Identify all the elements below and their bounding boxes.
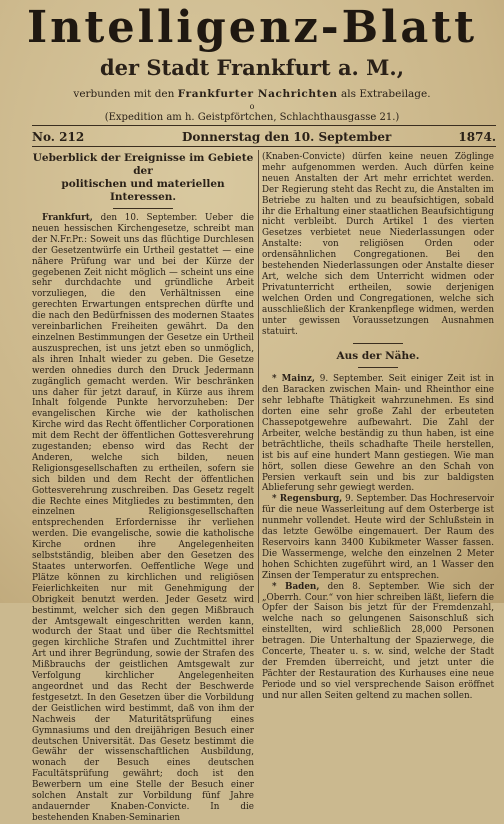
masthead-title: Intelligenz-Blatt bbox=[27, 2, 477, 53]
masthead-ornament: o bbox=[249, 102, 255, 111]
article-regensburg bbox=[262, 494, 494, 581]
subline-name: Frankfurter Nachrichten bbox=[177, 88, 338, 100]
subline-pre: verbunden mit den bbox=[73, 88, 175, 100]
overview-heading bbox=[32, 152, 254, 204]
article-baden bbox=[262, 582, 494, 702]
article-mainz bbox=[262, 374, 494, 494]
article-baden-text: den 8. September. Wie sich der „Oberrh. Cour.“ von hier schreiben läßt, liefern die Opfer der Saison bis jetzt für der Fremdenzahl, welche nach so gelungenen Saisonschluß sich einstellten, wird schließlich 28,000 Personen betragen. Die Unterhaltung der Spazierwege, die Concerte, Theater u. s. w. sind, welche der Stadt der Fremden überreicht, und jetzt unter die Pächter der Restauration des Kurhauses eine neue Periode und so viel versprechende Saison eröffnet und nur allen Seiten geltend zu machen sollen. bbox=[262, 581, 494, 701]
issue-date: Donnerstag den 10. September bbox=[182, 130, 392, 144]
subline-post: als Extrabeilage. bbox=[340, 88, 431, 100]
column-divider bbox=[258, 150, 259, 603]
dateline-frankfurt: Frankfurt, bbox=[42, 213, 93, 223]
issue-line bbox=[32, 130, 496, 144]
overview-heading-line-2: politischen und materiellen Interessen. bbox=[61, 178, 225, 203]
section-heading-nahe: Aus der Nähe. bbox=[336, 350, 420, 363]
masthead-expedition: (Expedition am h. Geistpförtchen, Schlachthausgasse 21.) bbox=[104, 112, 400, 123]
overview-heading-rule bbox=[113, 208, 173, 209]
issue-year: 1874. bbox=[458, 130, 496, 144]
dateline-baden: * Baden, bbox=[272, 581, 320, 592]
overview-heading-line-1: Ueberblick der Ereignisse im Gebiete der bbox=[32, 152, 254, 177]
right-column bbox=[262, 152, 494, 702]
masthead-subtitle: der Stadt Frankfurt a. M., bbox=[99, 55, 405, 80]
masthead-rule-top bbox=[32, 125, 496, 126]
left-column bbox=[32, 152, 254, 824]
article-frankfurt bbox=[32, 213, 254, 824]
masthead-rule-bottom bbox=[32, 146, 496, 147]
continued-article-text: (Knaben-Convicte) dürfen keine neuen Zöglinge mehr aufgenommen werden. Auch dürfen keine neuen Anstalten der Art mehr errichtet werden. Der Regierung steht das Recht zu, die Anstalten im Betriebe zu halten und zu beaufsichtigen, sobald ihr die Erhaltung einer staatlichen Beaufsichtigung nicht verbleibt. Durch Artikel 1 des vierten Gesetzes verbietet neue Niederlassungen oder Anstalte: von religiösen Orden oder ordensähnlichen Congregationen. Bei den bestehenden Niederlassungen oder Anstalte dieser Art, welche sich dem Unterricht widmen oder Privatunterricht ertheilen, sowie derjenigen welchen Orden und Congregationen, welche sich ausschließlich der Krankenpflege widmen, werden unter gewissen Voraussetzungen Ausnahmen statuirt. bbox=[262, 152, 494, 337]
dateline-regensburg: * Regensburg, bbox=[272, 494, 343, 505]
section-rule-1 bbox=[353, 343, 403, 344]
article-regensburg-text: 9. September. Das Hochreservoir für die neue Wasserleitung auf dem Osterberge ist nunmehr vollendet. Heute wird der Schlußstein in das letzte Gewölbe eingemauert. Der Raum des Reservoirs kann 3400 Kubikmeter Wasser fassen. Die Wassermenge, welche den einzelnen 2 Meter hohen Schichten zugeführt wird, an 1 Wasser den Zinsen der Temperatur zu entsprechen. bbox=[262, 494, 494, 581]
dateline-mainz: * Mainz, bbox=[272, 374, 315, 385]
article-frankfurt-text: den 10. September. Ueber die neuen hessischen Kirchengesetze, schreibt man der N.Fr.Pr.: Soweit uns das flüchtige Durchlesen der Gesetzentwürfe ein Urtheil gestattet — eine nähere Prüfung war und bei der Kürze der gegebenen Zeit nicht möglich — scheint uns eine sehr durchdachte und gründliche Arbeit vorzuliegen, die den Verhältnissen eine gerechten Erwartungen entsprechen dürfte und die nach den Bedürfnissen des modernen Staates vereinbarlichen Freiheiten gewährt. Da den einzelnen Bestimmungen der Gesetze ein Urtheil auszusprechen, ist uns jetzt eben so unmöglich, als ihren Inhalt wieder zu geben. Die Gesetze werden ohnedies durch den Druck Jedermann zugänglich gemacht werden. Wir beschränken uns daher für jetzt darauf, in Kürze aus ihrem Inhalt folgende Punkte hervorzuheben: Der evangelischen Kirche wie der katholischen Kirche wird das Recht öffentlicher Corporationen mit dem Recht der öffentlichen Gottesverehrung zugestanden; ebenso wird das Recht der Anderen, welche sich bilden, neuen Religionsgesellschaften zu ertheilen, sofern sie sich bilden und dem Recht der öffentlichen Gottesverehrung zuschreiben. Das Gesetz regelt die Rechte eines Mitgliedes zu bestimmten, den einzelnen Religionsgesellschaften entsprechenden Erfordernisse ihr verliehen werden. Die evangelische, sowie die katholische Kirche ordnen ihre Angelegenheiten selbstständig, bleiben aber den Gesetzen des Staates unterworfen. Oeffentliche Wege und Plätze können zu kirchlichen und religiösen Feierlichkeiten nur mit Genehmigung der Obrigkeit benutzt werden. Jeder Gesetz wird bestimmt, welcher sich den gegen Mißbrauch der Amtsgewalt eingeschritten werden kann, wodurch der Staat und über die Rechtsmittel gegen kirchliche Strafen und Zuchtmittel ihrer Art und ihrer Begründung, sowie der Strafen des Mißbrauchs der geistlichen Amtsgewalt zur Verfolgung kirchlicher Angelegenheiten angeordnet und das Recht der Beschwerde festgesetzt. In den Gesetzen über die Vorbildung der Geistlichen wird bestimmt, daß von ihm der Nachweis der Maturitätsprüfung eines Gymnasiums und den dreijährigen Besuch einer deutschen Universität. Das Gesetz bestimmt die Gewähr der wissenschaftlichen Ausbildung, wonach der Besuch eines deutschen Facultätsprüfung gewährt; doch ist den Bewerbern um eine Stelle der Besuch einer solchen Anstalt zur Vorbildung fünf Jahre andauernder Knaben-Convicte. In die bestehenden Knaben-Seminarien bbox=[32, 213, 254, 823]
section-rule-2 bbox=[358, 367, 398, 368]
article-mainz-text: 9. September. Seit einiger Zeit ist in den Baracken zwischen Main- und Rheinthor eine sehr lebhafte Thätigkeit wahrzunehmen. Es sind dorten eine sehr große Zahl der erbeuteten Chassepotgewehre aufbewahrt. Die Zahl der Arbeiter, welche beständig zu thun haben, ist eine beträchtliche, theils schadhafte Theile herstellen, ist bis auf eine hundert Mann gestiegen. Wie man hört, sollen diese Gewehre an den Schah von Persien verkauft sein und bis zur baldigsten Ablieferung sehr gewiegt werden. bbox=[262, 374, 494, 494]
masthead-subline bbox=[0, 89, 504, 100]
issue-number: No. 212 bbox=[32, 130, 85, 144]
